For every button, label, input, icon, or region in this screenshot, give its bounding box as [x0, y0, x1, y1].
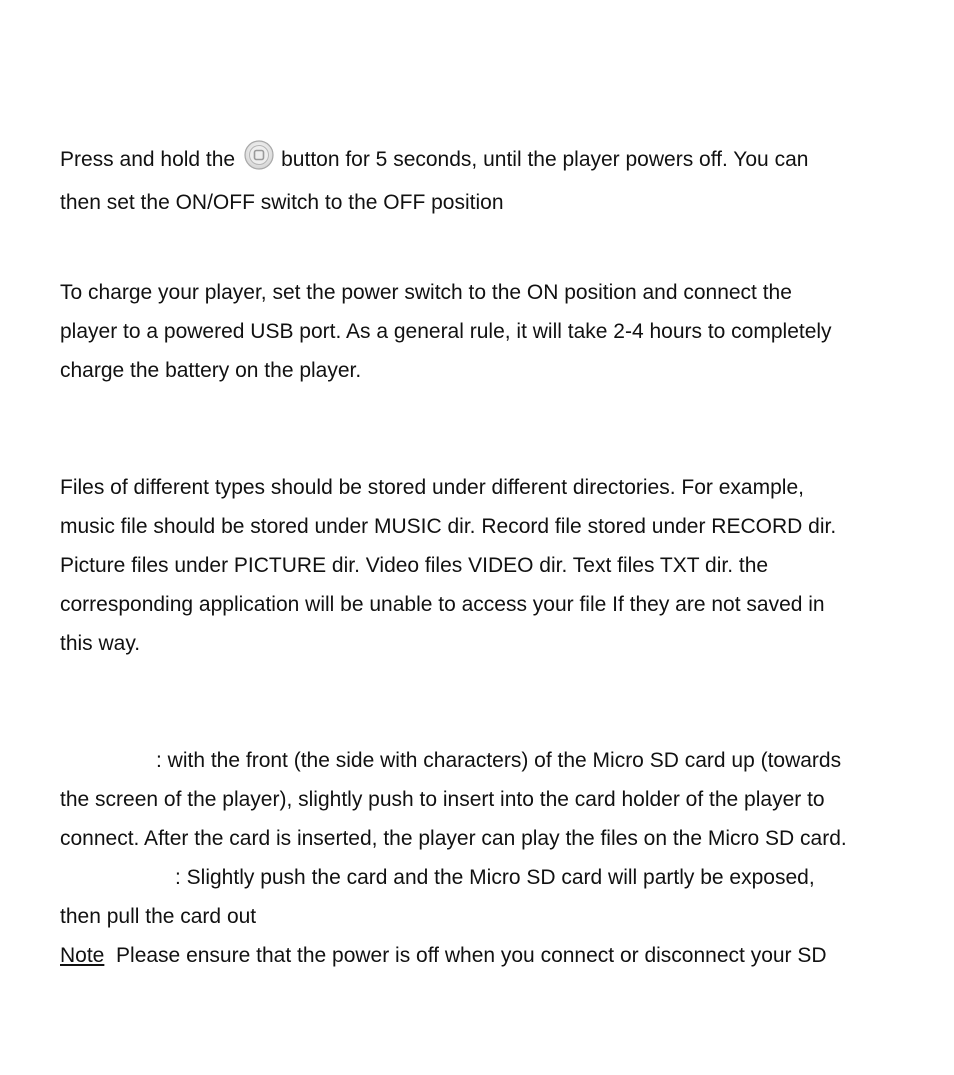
charging-line-1: To charge your player, set the power switch to the ON position and connect the — [60, 281, 792, 304]
sd-remove-text-1: : Slightly push the card and the Micro SD card will partly be exposed, — [175, 866, 815, 889]
sd-insert-line-3: connect. After the card is inserted, the player can play the files on the Micro SD card. — [60, 827, 847, 850]
sd-note-line — [60, 943, 827, 969]
file-storage-line-3: Picture files under PICTURE dir. Video files VIDEO dir. Text files TXT dir. the — [60, 554, 769, 577]
file-storage-line-2: music file should be stored under MUSIC dir. Record file stored under RECORD dir. — [60, 515, 837, 538]
charging-line-2: player to a powered USB port. As a general rule, it will take 2-4 hours to completely — [60, 320, 832, 343]
file-storage-line-1: Files of different types should be stored under different directories. For example, — [60, 476, 804, 499]
sd-insert-line-2: the screen of the player), slightly push to insert into the card holder of the player to — [60, 788, 825, 811]
sd-insert-line-1 — [60, 748, 841, 774]
power-button-icon — [244, 140, 274, 170]
note-label: Note — [60, 944, 105, 967]
sd-insert-text-1: : with the front (the side with characters) of the Micro SD card up (towards — [156, 749, 842, 772]
power-off-line-2: then set the ON/OFF switch to the OFF position — [60, 191, 504, 214]
power-off-text-after-icon: button for 5 seconds, until the player powers off. You can — [281, 148, 809, 171]
file-storage-line-4: corresponding application will be unable to access your file If they are not saved in — [60, 593, 825, 616]
sd-remove-line-1 — [60, 865, 815, 891]
note-text: Please ensure that the power is off when you connect or disconnect your SD — [116, 944, 827, 967]
sd-remove-line-2: then pull the card out — [60, 905, 257, 928]
power-off-line-1 — [60, 140, 808, 173]
file-storage-line-5: this way. — [60, 632, 141, 655]
charging-line-3: charge the battery on the player. — [60, 359, 362, 382]
power-off-text-before-icon: Press and hold the — [60, 148, 236, 171]
